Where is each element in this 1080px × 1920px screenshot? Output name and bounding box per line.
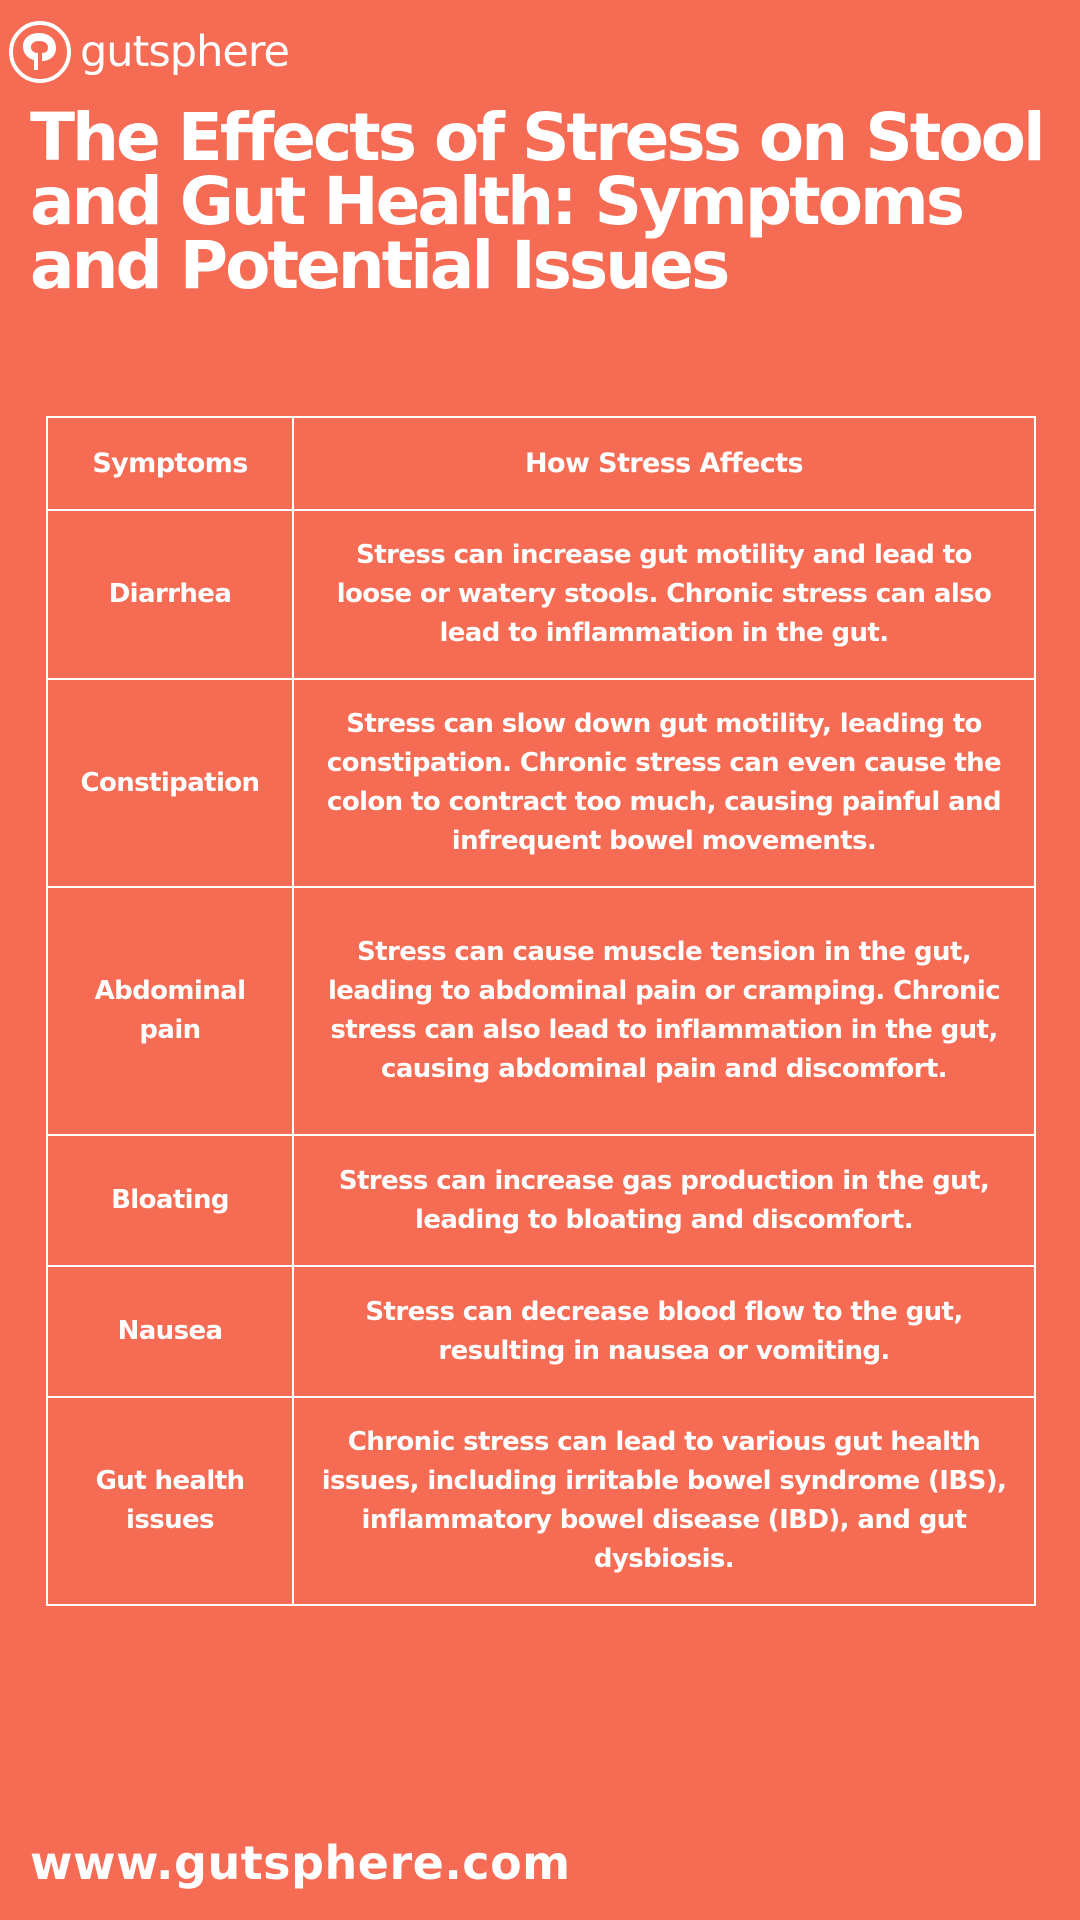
gutsphere-logo-icon xyxy=(8,20,72,84)
brand-logo xyxy=(8,20,289,84)
effect-cell: Stress can cause muscle tension in the gut, leading to abdominal pain or cramping. Chronic stress can also lead to inflammation in the gut, causing abdominal pain and discomfort. xyxy=(293,887,1035,1135)
symptom-cell: Constipation xyxy=(47,679,293,887)
website-url: www.gutsphere.com xyxy=(30,1836,571,1890)
effect-cell: Chronic stress can lead to various gut health issues, including irritable bowel syndrome (IBS), inflammatory bowel disease (IBD), and gut dysbiosis. xyxy=(293,1397,1035,1605)
effect-cell: Stress can slow down gut motility, leading to constipation. Chronic stress can even cause the colon to contract too much, causing painful and infrequent bowel movements. xyxy=(293,679,1035,887)
table-header-row xyxy=(47,417,1035,510)
symptom-cell: Abdominal pain xyxy=(47,887,293,1135)
effect-cell: Stress can increase gas production in the gut, leading to bloating and discomfort. xyxy=(293,1135,1035,1266)
table-row xyxy=(47,1135,1035,1266)
table-row xyxy=(47,510,1035,679)
table-row xyxy=(47,679,1035,887)
column-header-how-stress-affects: How Stress Affects xyxy=(293,417,1035,510)
table-row xyxy=(47,1266,1035,1397)
symptom-cell: Gut health issues xyxy=(47,1397,293,1605)
symptom-cell: Bloating xyxy=(47,1135,293,1266)
column-header-symptoms: Symptoms xyxy=(47,417,293,510)
brand-name: gutsphere xyxy=(80,27,290,77)
symptom-cell: Nausea xyxy=(47,1266,293,1397)
table-row xyxy=(47,887,1035,1135)
effect-cell: Stress can increase gut motility and lead to loose or watery stools. Chronic stress can also lead to inflammation in the gut. xyxy=(293,510,1035,679)
page-title: The Effects of Stress on Stool and Gut Health: Symptoms and Potential Issues xyxy=(30,99,1043,304)
table-row xyxy=(47,1397,1035,1605)
effect-cell: Stress can decrease blood flow to the gut, resulting in nausea or vomiting. xyxy=(293,1266,1035,1397)
symptom-cell: Diarrhea xyxy=(47,510,293,679)
symptoms-table xyxy=(46,416,1034,1606)
